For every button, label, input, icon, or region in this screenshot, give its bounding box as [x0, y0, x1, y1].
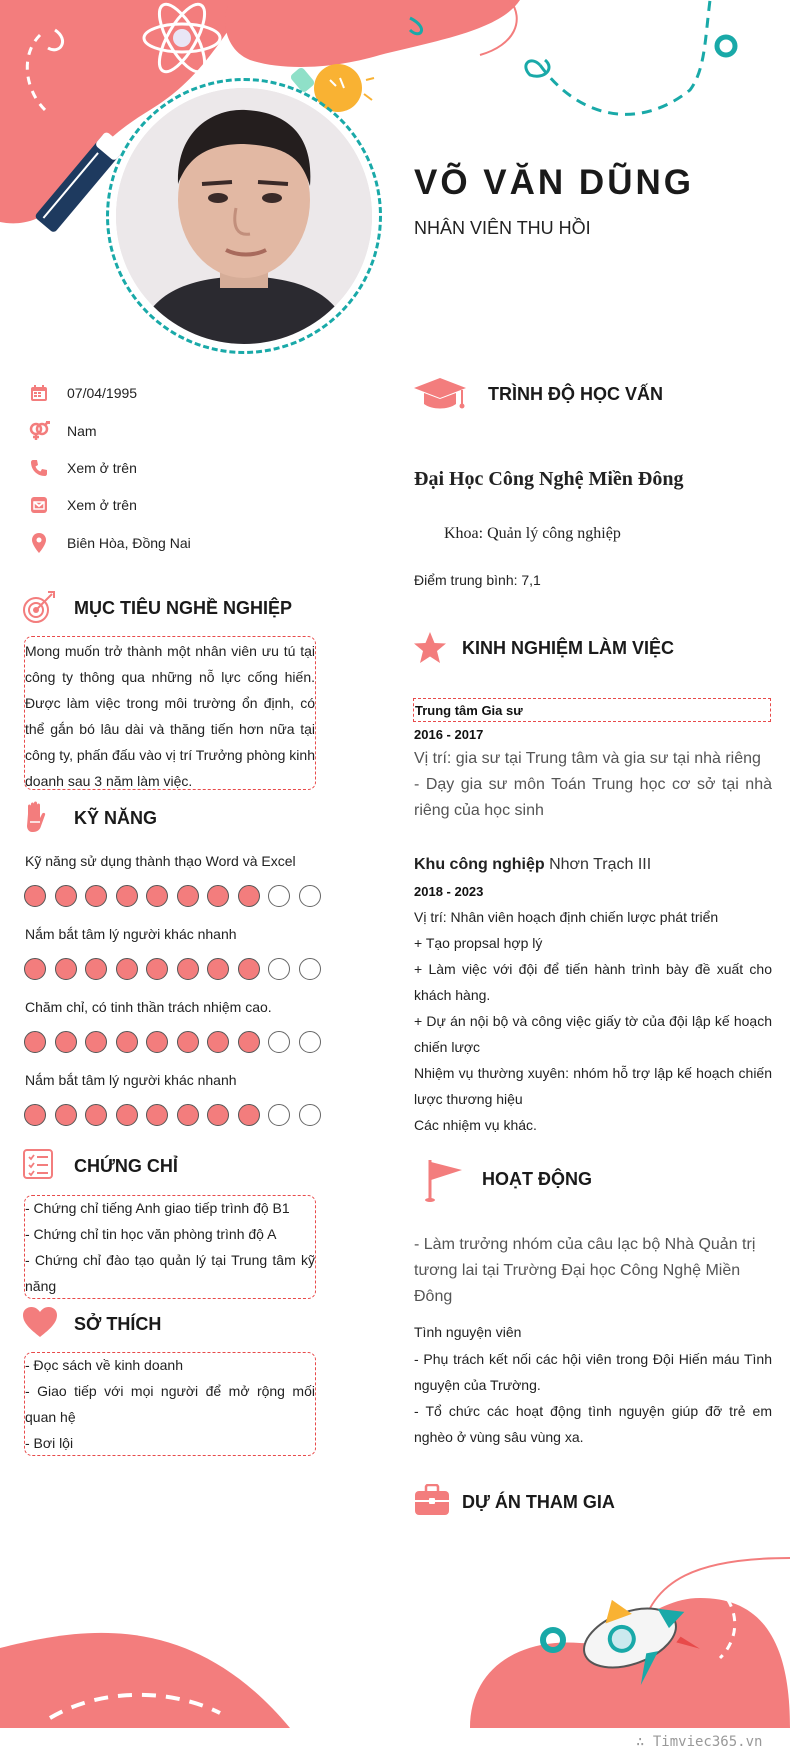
- education-gpa: Điểm trung bình: 7,1: [414, 572, 541, 588]
- experience-line: Nhiệm vụ thường xuyên: nhóm hỗ trợ lập kế hoạch chiến lược thương hiệu: [414, 1065, 772, 1107]
- education-school: Đại Học Công Nghệ Miền Đông: [414, 468, 684, 490]
- rating-dot-filled: [116, 958, 138, 980]
- experience-company: Trung tâm Gia sư: [415, 703, 523, 718]
- skill-label: Kỹ năng sử dụng thành thạo Word và Excel: [25, 853, 296, 869]
- education-title: TRÌNH ĐỘ HỌC VẤN: [488, 383, 663, 404]
- contact-text: 07/04/1995: [67, 385, 138, 401]
- rating-dot-filled: [207, 1031, 229, 1053]
- briefcase-icon: [414, 1484, 450, 1520]
- rating-dot-empty: [299, 958, 321, 980]
- profile-role: NHÂN VIÊN THU HỒI: [414, 218, 591, 238]
- skill-label: Nắm bắt tâm lý người khác nhanh: [25, 1072, 237, 1088]
- rating-dot-filled: [177, 1104, 199, 1126]
- skill-rating: [24, 885, 321, 907]
- objective-text: Mong muốn trở thành một nhân viên ưu tú tại công ty thông qua những nỗ lực cống hiến. Được làm việc trong môi trường ổn định, có thể gắn bó lâu dài và thăng tiến hơn nữa tại công ty, phấn đấu vào vị trí Trưởng phòng kinh doanh sau 3 năm làm việc.: [25, 643, 315, 789]
- rating-dot-filled: [85, 1031, 107, 1053]
- experience-title: KINH NGHIỆM LÀM VIỆC: [462, 637, 675, 658]
- education-major: Khoa: Quản lý công nghiệp: [444, 525, 621, 542]
- contact-phone: [27, 456, 137, 480]
- skill-rating: [24, 1104, 321, 1126]
- rating-dot-filled: [116, 1104, 138, 1126]
- watermark: ∴ Timviec365.vn: [636, 1734, 763, 1750]
- certificate-item: - Chứng chỉ đào tạo quản lý tại Trung tâm kỹ năng: [25, 1252, 315, 1294]
- experience-heading: [412, 630, 674, 666]
- rating-dot-filled: [177, 958, 199, 980]
- contact-gender: [27, 419, 97, 443]
- avatar: [116, 88, 372, 344]
- rating-dot-filled: [146, 1031, 168, 1053]
- skills-heading: [22, 800, 157, 836]
- experience-line: + Tạo propsal hợp lý: [414, 935, 543, 951]
- education-heading: [412, 376, 663, 412]
- skill-rating: [24, 958, 321, 980]
- rating-dot-filled: [24, 1031, 46, 1053]
- activities-highlight: - Làm trưởng nhóm của câu lạc bộ Nhà Quản trị tương lai tại Trường Đại học Công Nghệ Miền Đông: [414, 1236, 756, 1305]
- contact-text: Biên Hòa, Đồng Nai: [67, 535, 191, 551]
- profile-name: VÕ VĂN DŨNG: [414, 163, 694, 202]
- activity-item: - Phụ trách kết nối các hội viên trong Đội Hiến máu Tình nguyện của Trường.: [414, 1351, 772, 1393]
- experience-line: + Dự án nội bộ và công việc giấy tờ của đội lập kế hoạch chiến lược: [414, 1013, 772, 1055]
- rating-dot-filled: [24, 1104, 46, 1126]
- hobby-item: - Đọc sách về kinh doanh: [25, 1357, 183, 1373]
- rating-dot-filled: [207, 1104, 229, 1126]
- email-icon: [27, 493, 51, 517]
- hobby-item: - Giao tiếp với mọi người để mở rộng mối quan hệ: [25, 1383, 315, 1425]
- experience-line: - Dạy gia sư môn Toán Trung học cơ sở tại nhà riêng của học sinh: [414, 776, 772, 819]
- skill-rating: [24, 1031, 321, 1053]
- rating-dot-filled: [116, 885, 138, 907]
- rating-dot-empty: [268, 885, 290, 907]
- rating-dot-filled: [85, 1104, 107, 1126]
- rating-dot-filled: [55, 1031, 77, 1053]
- target-icon: [22, 590, 58, 626]
- contact-text: Xem ở trên: [67, 460, 137, 476]
- activity-item: - Tổ chức các hoạt động tình nguyện giúp đỡ trẻ em nghèo ở vùng sâu vùng xa.: [414, 1403, 772, 1445]
- hobbies-title: SỞ THÍCH: [74, 1313, 162, 1334]
- skills-title: KỸ NĂNG: [74, 807, 158, 828]
- hobbies-list: [25, 1352, 315, 1456]
- certificates-list: [25, 1195, 315, 1299]
- experience-description: [414, 904, 772, 1138]
- activities-list: [414, 1346, 772, 1450]
- activities-title: HOẠT ĐỘNG: [482, 1168, 592, 1189]
- rating-dot-filled: [207, 958, 229, 980]
- rating-dot-empty: [268, 1031, 290, 1053]
- contact-birthday: [27, 381, 137, 405]
- hobby-item: - Bơi lội: [25, 1435, 74, 1451]
- experience-line: + Làm việc với đội để tiến hành trình bày đề xuất cho khách hàng.: [414, 961, 772, 1003]
- experience-years: 2016 - 2017: [414, 727, 484, 742]
- rating-dot-filled: [55, 958, 77, 980]
- rating-dot-filled: [238, 1104, 260, 1126]
- rating-dot-filled: [177, 1031, 199, 1053]
- rating-dot-filled: [85, 958, 107, 980]
- graduation-cap-icon: [412, 376, 468, 412]
- experience-description: [414, 746, 772, 824]
- rating-dot-empty: [299, 1104, 321, 1126]
- experience-line: Các nhiệm vụ khác.: [414, 1117, 537, 1133]
- rating-dot-filled: [238, 1031, 260, 1053]
- phone-icon: [27, 456, 51, 480]
- rating-dot-filled: [24, 885, 46, 907]
- gender-icon: [27, 419, 51, 443]
- skill-label: Nắm bắt tâm lý người khác nhanh: [25, 926, 237, 942]
- rating-dot-filled: [238, 958, 260, 980]
- certificate-item: - Chứng chỉ tiếng Anh giao tiếp trình độ B1: [25, 1200, 290, 1216]
- certificates-heading: [22, 1148, 178, 1184]
- rating-dot-empty: [299, 1031, 321, 1053]
- contact-email: [27, 493, 137, 517]
- rating-dot-empty: [299, 885, 321, 907]
- certificate-item: - Chứng chỉ tin học văn phòng trình độ A: [25, 1226, 277, 1242]
- rating-dot-empty: [268, 1104, 290, 1126]
- activities-subtitle: Tình nguyện viên: [414, 1324, 522, 1340]
- objective-heading: [22, 590, 292, 626]
- experience-years: 2018 - 2023: [414, 884, 484, 899]
- experience-company-bold: Khu công nghiệp: [414, 856, 545, 873]
- rating-dot-filled: [85, 885, 107, 907]
- contact-text: Xem ở trên: [67, 497, 137, 513]
- heart-icon: [22, 1306, 58, 1342]
- rating-dot-empty: [268, 958, 290, 980]
- projects-heading: [414, 1484, 615, 1520]
- rating-dot-filled: [24, 958, 46, 980]
- contact-location: [27, 531, 191, 555]
- experience-line: Vị trí: Nhân viên hoạch định chiến lược phát triển: [414, 909, 719, 925]
- objective-title: MỤC TIÊU NGHỀ NGHIỆP: [74, 597, 293, 618]
- hand-icon: [22, 800, 58, 836]
- experience-line: Vị trí: gia sư tại Trung tâm và gia sư tại nhà riêng: [414, 750, 761, 767]
- experience-company-2: [414, 856, 651, 874]
- rating-dot-filled: [177, 885, 199, 907]
- calendar-icon: [27, 381, 51, 405]
- certificates-title: CHỨNG CHỈ: [74, 1155, 178, 1176]
- rating-dot-filled: [146, 885, 168, 907]
- rating-dot-filled: [116, 1031, 138, 1053]
- footer-decoration: [0, 1528, 800, 1758]
- activities-heading: [424, 1156, 592, 1202]
- flag-icon: [424, 1156, 464, 1202]
- rating-dot-filled: [146, 1104, 168, 1126]
- skill-label: Chăm chỉ, có tinh thần trách nhiệm cao.: [25, 999, 272, 1015]
- contact-text: Nam: [67, 423, 97, 439]
- rating-dot-filled: [146, 958, 168, 980]
- rating-dot-filled: [55, 1104, 77, 1126]
- rating-dot-filled: [55, 885, 77, 907]
- hobbies-heading: [22, 1306, 161, 1342]
- rating-dot-filled: [207, 885, 229, 907]
- checklist-icon: [22, 1148, 58, 1184]
- experience-company-rest: Nhơn Trạch III: [544, 856, 652, 873]
- star-icon: [412, 630, 448, 666]
- rating-dot-filled: [238, 885, 260, 907]
- location-icon: [27, 531, 51, 555]
- projects-title: DỰ ÁN THAM GIA: [462, 1491, 615, 1512]
